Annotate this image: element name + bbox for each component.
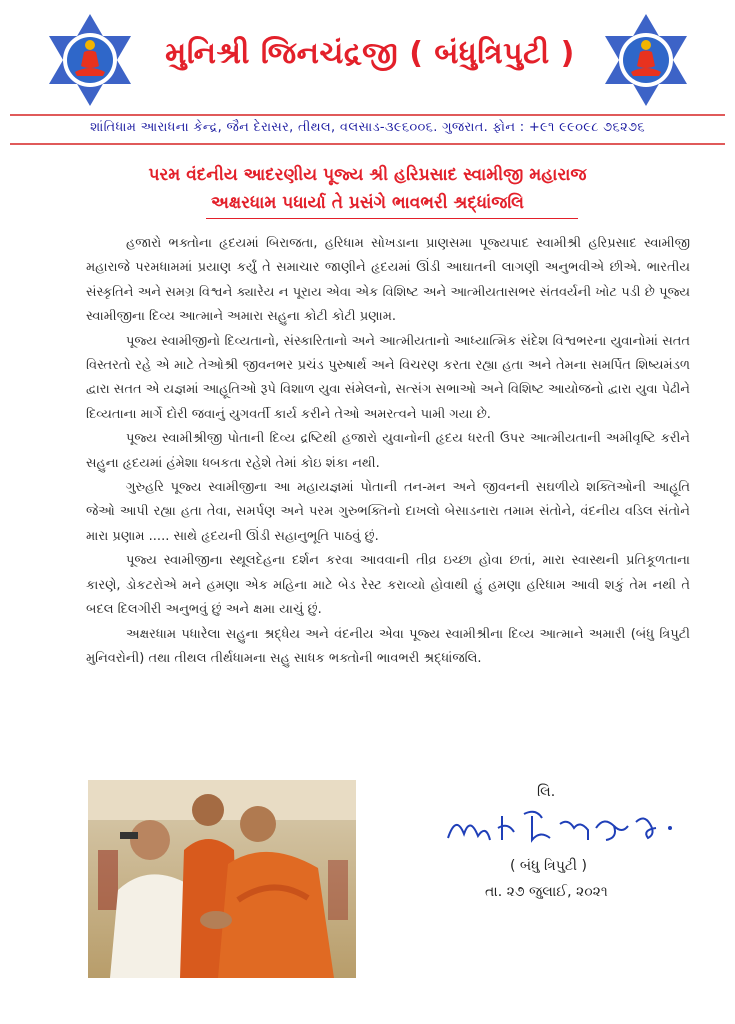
header-rule-top — [10, 114, 725, 116]
subject-line-1: પરમ વંદનીય આદરણીય પૂજ્ય શ્રી હરિપ્રસાદ સ્વામીજી મહારાજ — [148, 165, 587, 185]
logo-left — [42, 12, 138, 108]
handwritten-signature — [442, 804, 682, 854]
body-paragraph-4: ગુરુહરિ પૂજ્ય સ્વામીજીના આ મહાયજ્ઞમાં પોતાની તન-મન અને જીવનની સઘળીયે શક્તિઓની આહૂતિ જેઓ આપી રહ્યા હતા તેવા, સમર્પણ અને પરમ ગુરુભક્તિનો દાખલો બેસાડનારા તમામ સંતોને, વંદનીય વડિલ સંતોને મારા પ્રણામ ..... સાથે હૃદયની ઊંડી સહાનુભૂતિ પાઠવું છું. — [86, 480, 690, 544]
meditating-figure-logo-icon — [598, 12, 694, 108]
logo-right — [598, 12, 694, 108]
signoff-li: લિ. — [537, 784, 556, 800]
meditating-figure-logo-icon — [42, 12, 138, 108]
subject-line-2: અક્ષરધામ પધાર્યા તે પ્રસંગે ભાવભરી શ્રદ્ધાંજલિ — [210, 193, 525, 213]
body-paragraph-3: પૂજ્ય સ્વામીશ્રીજી પોતાની દિવ્ય દ્રષ્ટિથી હજારો યુવાનોની હૃદય ધરતી ઉપર આત્મીયતાની અમીવૃષ્ટિ કરીને સહુના હૃદયમાં હંમેશા ધબકતા રહેશે તેમાં કોઇ શંકા નથી. — [86, 431, 690, 471]
letter-body — [86, 232, 690, 671]
signoff-date: તા. ૨૭ જુલાઈ, ૨૦૨૧ — [485, 884, 608, 900]
body-paragraph-6: અક્ષરધામ પધારેલા સહુના શ્રદ્ધેય અને વંદનીય એવા પૂજ્ય સ્વામીશ્રીના દિવ્ય આત્માને અમારી (બંધુ ત્રિપુટી મુનિવરોની) તથા તીથલ તીર્થધામના સહુ સાધક ભક્તોની ભાવભરી શ્રદ્ધાંજલિ. — [86, 626, 690, 666]
body-paragraph-1: હજારો ભક્તોના હૃદયમાં બિરાજતા, હરિધામ સોખડાના પ્રાણસમા પૂજ્યપાદ સ્વામીશ્રી હરિપ્રસાદ સ્વામીજી મહારાજે પરમધામમાં પ્રયાણ કર્યું તે સમાચાર જાણીને હૃદયમાં ઊંડી આઘાતની લાગણી અનુભવીએ છીએ. ભારતીય સંસ્કૃતિને અને સમગ્ર વિશ્વને ક્યારેય ન પૂરાય એવા એક વિશિષ્ટ અને આત્મીયતાસભર સંતવર્યની ખોટ પડી છે પૂજ્ય સ્વામીજીના દિવ્ય આત્માને અમારા સહુના કોટી કોટી પ્રણામ. — [86, 236, 690, 325]
body-paragraph-2: પૂજ્ય સ્વામીજીનો દિવ્યતાનો, સંસ્કારિતાનો અને આત્મીયતાનો આધ્યાત્મિક સંદેશ વિશ્વભરના યુવાનોમાં સતત વિસ્તરતો રહે એ માટે તેઓશ્રી જીવનભર પ્રચંડ પુરુષાર્થ અને વિચરણ કરતા રહ્યા હતા અને તેમના સમર્પિત શિષ્યમંડળ દ્વારા સતત એ યજ્ઞમાં આહૂતિઓ રૂપે વિશાળ યુવા સંમેલનો, સત્સંગ સભાઓ અને વિશિષ્ટ આયોજનો દ્વારા યુવા પેઢીને દિવ્યતાના માર્ગે દોરી જવાનું યુગવર્તી કાર્ય કરીને તેઓ અમરત્વને પામી ગયા છે. — [86, 333, 690, 422]
header-title: મુનિશ્રી જિનચંદ્રજી ( બંધુત્રિપુટી ) — [165, 36, 575, 71]
subject-underline — [206, 218, 578, 219]
signoff-group: ( બંધુ ત્રિપુટી ) — [510, 858, 587, 874]
header-address: શાંતિધામ આરાધના કેન્દ્ર, જૈન દેરાસર, તીથલ, વલસાડ-૩૯૬૦૦૬. ગુજરાત. ફોન : +૯૧ ૯૯૦૯૮ ૭૬૨૭૬ — [90, 120, 645, 135]
photograph-monks-meeting — [88, 780, 356, 978]
header-rule-bottom — [10, 143, 725, 145]
body-paragraph-5: પૂજ્ય સ્વામીજીના સ્થૂલદેહના દર્શન કરવા આવવાની તીવ્ર ઇચ્છા હોવા છતાં, મારા સ્વાસ્થની પ્રતિકૂળતાના કારણે, ડોકટરોએ મને હમણા એક મહિના માટે બેડ રેસ્ટ કરાવ્યો હોવાથી હું હમણા હરિધામ આવી શકું તેમ નથી તે બદલ દિલગીરી અનુભવું છું અને ક્ષમા યાચું છું. — [86, 553, 690, 618]
